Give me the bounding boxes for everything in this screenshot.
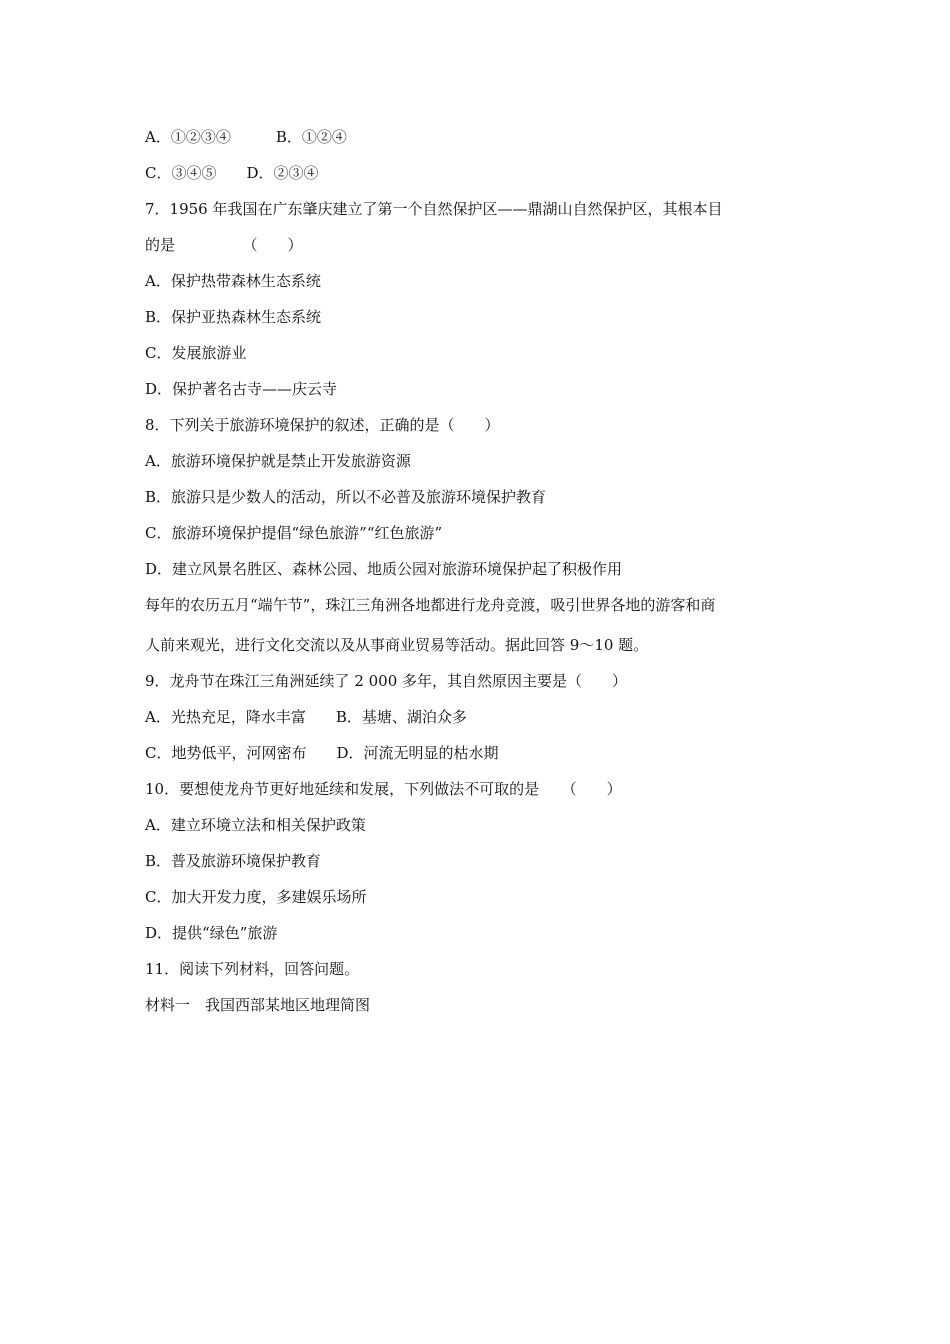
q8-option-c: C．旅游环境保护提倡“绿色旅游”“红色旅游” [145, 524, 443, 542]
q10-option-d: D．提供“绿色”旅游 [145, 924, 278, 942]
q6-options-ab: A．①②③④ B．①②④ [145, 128, 347, 146]
q7-option-d: D．保护著名古寺——庆云寺 [145, 380, 338, 398]
q7-option-b: B．保护亚热森林生态系统 [145, 308, 322, 326]
q7-option-a: A．保护热带森林生态系统 [145, 272, 321, 290]
q8-option-b: B．旅游只是少数人的活动，所以不必普及旅游环境保护教育 [145, 488, 547, 506]
q6-options-cd: C．③④⑤ D．②③④ [145, 164, 319, 182]
q9-options-ab: A．光热充足，降水丰富 B．基塘、湖泊众多 [145, 708, 467, 726]
q8-stem: 8．下列关于旅游环境保护的叙述，正确的是（ ） [145, 416, 500, 434]
q10-stem: 10．要想使龙舟节更好地延续和发展，下列做法不可取的是 （ ） [145, 780, 622, 798]
passage-line2: 人前来观光，进行文化交流以及从事商业贸易等活动。据此回答 9～10 题。 [145, 636, 649, 654]
q10-option-a: A．建立环境立法和相关保护政策 [145, 816, 366, 834]
q7-option-c: C．发展旅游业 [145, 344, 247, 362]
q7-stem-line1: 7．1956 年我国在广东肇庆建立了第一个自然保护区——鼎湖山自然保护区，其根本目 [145, 200, 723, 218]
q10-option-b: B．普及旅游环境保护教育 [145, 852, 322, 870]
q7-stem-line2: 的是 （ ） [145, 236, 303, 254]
q8-option-d: D．建立风景名胜区、森林公园、地质公园对旅游环境保护起了积极作用 [145, 560, 623, 578]
q11-stem: 11．阅读下列材料，回答问题。 [145, 960, 360, 978]
q8-option-a: A．旅游环境保护就是禁止开发旅游资源 [145, 452, 411, 470]
material-one-title: 材料一 我国西部某地区地理简图 [145, 996, 371, 1014]
passage-line1: 每年的农历五月“端午节”，珠江三角洲各地都进行龙舟竞渡，吸引世界各地的游客和商 [145, 596, 716, 614]
q9-stem: 9．龙舟节在珠江三角洲延续了 2 000 多年，其自然原因主要是（ ） [145, 672, 628, 690]
q9-options-cd: C．地势低平，河网密布 D．河流无明显的枯水期 [145, 744, 499, 762]
q10-option-c: C．加大开发力度，多建娱乐场所 [145, 888, 367, 906]
